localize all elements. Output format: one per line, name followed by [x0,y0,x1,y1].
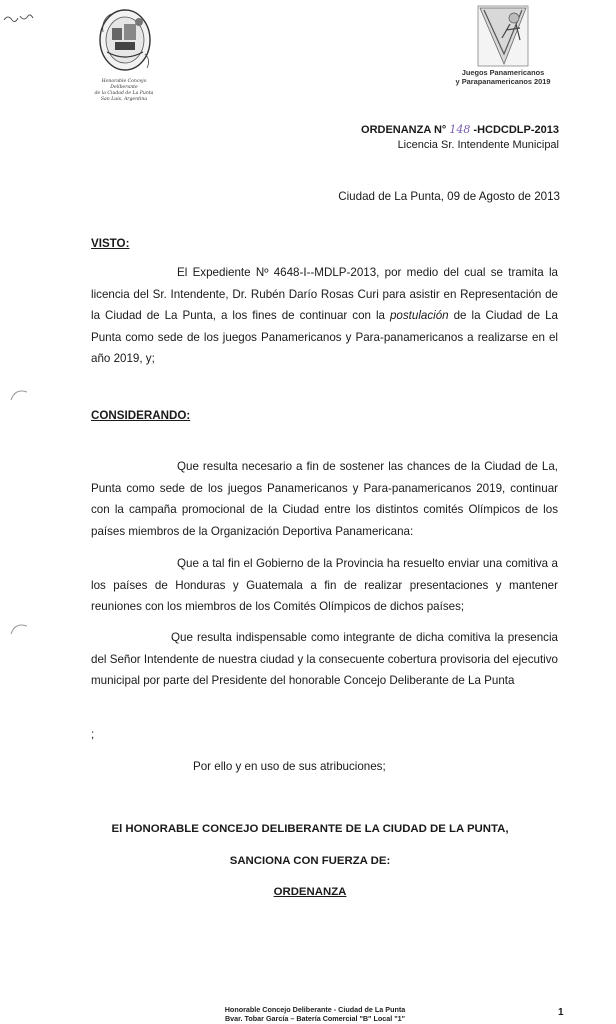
considerando-paragraph-2 [91,553,558,618]
ordinance-subtitle: Licencia Sr. Intendente Municipal [397,139,559,151]
considerando-heading: CONSIDERANDO: [91,409,191,422]
stray-semicolon: ; [91,728,95,741]
considerando-text-3: Que resulta indispensable como integrante de dicha comitiva la presencia del Señor Intendente de nuestra ciudad y la consecuente cobertura provisoria del ejecutivo municipal por parte del Presidente del honorable Concejo Deliberante de La Punta [91,631,558,688]
page-footer [150,1005,480,1023]
games-emblem-icon [476,4,530,68]
visto-paragraph [91,262,558,370]
ordinance-suffix: -HCDCDLP-2013 [473,124,559,136]
considerando-text-1: Que resulta necesario a fin de sostener las chances de la Ciudad de La, Punta como sede de los juegos Panamericanos y Para-panamericanos 2019, continuar con la campaña promocional de la Ciudad entre los distintos comités Olímpicos de los países miembros de la Organización Deportiva Panamericana: [91,460,558,538]
ordinance-reference [361,122,559,153]
corner-scribble-mark [2,10,36,26]
council-logo [92,8,156,103]
games-logo [442,4,564,86]
games-title-line-2: y Parapanamericanos 2019 [455,77,551,86]
ordenanza-title: ORDENANZA [273,886,347,898]
considerando-text-2: Que a tal fin el Gobierno de la Provincia ha resuelto enviar una comitiva a los países de Honduras y Guatemala a fin de realizar presentaciones y mantener reuniones con los miembros de los Comités Olímpicos de dichos países; [91,557,558,614]
honorable-concejo-line: El HONORABLE CONCEJO DELIBERANTE DE LA CIUDAD DE LA PUNTA, [111,823,509,835]
council-seal-icon [95,8,153,74]
council-caption-line-3: San Luis, Argentina [100,97,148,102]
por-ello-text: Por ello y en uso de sus atribuciones; [193,760,386,773]
council-caption-line-2: de la Ciudad de La Punta [94,91,154,96]
visto-text-start: El Expediente Nº 4648-I--MDLP-2013, por medio del cual se tramita la licencia del Sr. Intendente, Dr. Rubén Darío Rosas Curi para asistir en Representación de la Ciudad de La Punta, a los fines de continuar con la [91,266,558,323]
ordinance-prefix: ORDENANZA N° [361,124,447,136]
ordinance-number-line [361,122,559,138]
footer-line-2: Bvar. Tobar García – Batería Comercial "B" Local "1" [224,1014,406,1023]
visto-heading: VISTO: [91,237,130,250]
footer-line-1: Honorable Concejo Deliberante - Ciudad de La Punta [224,1005,406,1014]
considerando-paragraph-1 [91,456,558,542]
page-number: 1 [558,1007,564,1018]
considerando-paragraph-3 [91,627,558,692]
punch-hole-mark-lower [8,620,32,638]
council-caption-line-1: Honorable Concejo Deliberante [101,79,147,90]
games-title-line-1: Juegos Panamericanos [461,68,545,77]
document-date: Ciudad de La Punta, 09 de Agosto de 2013 [338,190,560,203]
punch-hole-mark-upper [8,386,32,404]
handwritten-number: 148 [449,123,471,136]
sanciona-line: SANCIONA CON FUERZA DE: [229,855,391,867]
visto-italic-word: postulación [389,309,449,323]
visto-text-end: de la Ciudad de La Punta como sede de los juegos Panamericanos y Para-panamericanos a realizarse en el año 2019, y; [91,309,559,366]
